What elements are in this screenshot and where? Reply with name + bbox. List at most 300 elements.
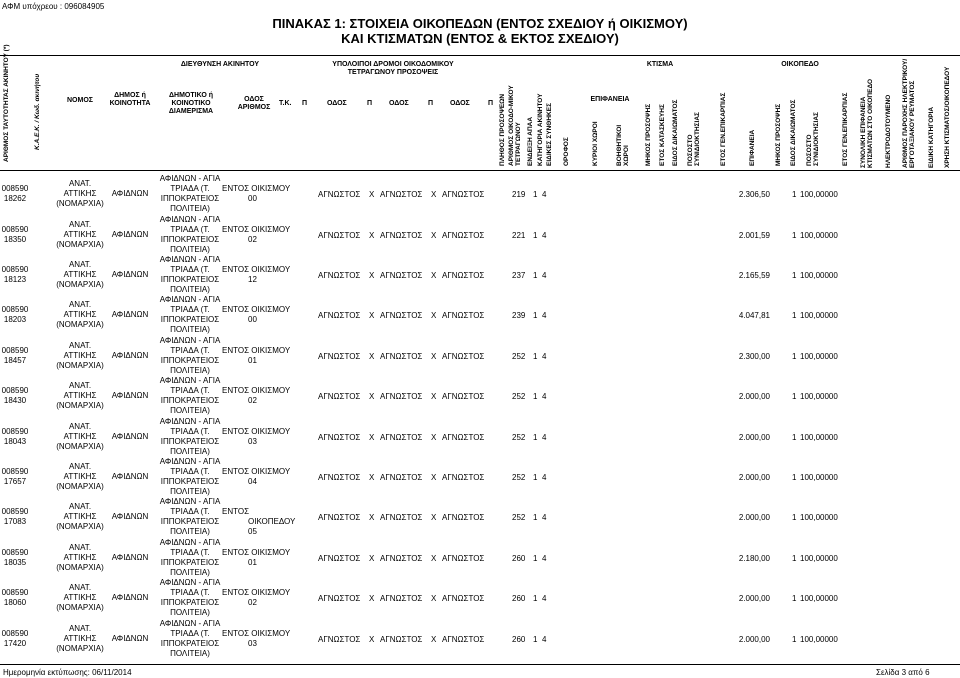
row-road-3: ΑΓΝΩΣΤΟΣ <box>442 472 485 482</box>
row-dimos: ΑΦΙΔΝΩΝ <box>111 552 149 562</box>
row-block-number: 252 <box>512 351 526 361</box>
row-nomos-line: ΑΝΑΤ. <box>68 259 92 269</box>
row-id-part-2: 17657 <box>3 476 27 486</box>
table-row <box>0 458 960 498</box>
row-diamerisma-line: ΤΡΙΑΔΑ (Τ. <box>170 467 210 476</box>
header-oikopedo-group: ΟΙΚΟΠΕΔΟ <box>781 61 819 68</box>
header-katigoria: ΚΑΤΗΓΟΡΙΑ ΑΚΙΝΗΤΟΥ <box>537 93 544 166</box>
row-id <box>0 225 30 245</box>
row-road-1: ΑΓΝΩΣΤΟΣ <box>318 634 361 644</box>
row-id-part-2: 18203 <box>3 315 27 325</box>
row-odos-line: ΕΝΤΟΣ ΟΙΚΙΣΜΟΥ <box>222 588 291 598</box>
row-diamerisma-line: ΤΡΙΑΔΑ (Τ. <box>170 184 210 194</box>
row-nomos-line: ΑΝΑΤ. <box>68 542 92 552</box>
row-road-2: ΑΓΝΩΣΤΟΣ <box>380 351 423 361</box>
row-diamerisma-line: ΤΡΙΑΔΑ (Τ. <box>170 588 210 598</box>
row-diamerisma-line: ΠΟΛΙΤΕΙΑ) <box>170 648 210 658</box>
row-road-3: ΑΓΝΩΣΤΟΣ <box>442 553 485 563</box>
header-roads-group: ΥΠΟΛΟΙΠΟΙ ΔΡΟΜΟΙ ΟΙΚΟΔΟΜΙΚΟΥ ΤΕΤΡΑΓΩΝΟΥ ΠΡΟΣΟΨΕΙΣ <box>332 61 454 76</box>
row-road-1-x: Χ <box>369 351 375 361</box>
header-p1: Π <box>302 100 308 107</box>
row-nomos-line: ΑΤΤΙΚΗΣ <box>63 269 97 279</box>
row-nomos <box>56 624 104 654</box>
row-road-1: ΑΓΝΩΣΤΟΣ <box>318 311 361 321</box>
row-id-part-2: 18457 <box>3 355 27 365</box>
row-id <box>0 427 30 447</box>
header-dimos: ΔΗΜΟΣ ή ΚΟΙΝΟΤΗΤΑ <box>109 92 151 107</box>
header-orofos: ΟΡΟΦΟΣ <box>563 137 570 166</box>
header-p3: Π <box>428 100 434 107</box>
header-etos-kat: ΕΤΟΣ ΚΑΤΑΣΚΕΥΗΣ <box>659 104 666 166</box>
row-id-part-1: 008590 <box>1 184 29 194</box>
row-nomos-line: ΑΝΑΤ. <box>68 623 92 633</box>
row-diamerisma-line: ΤΡΙΑΔΑ (Τ. <box>170 305 210 315</box>
row-special: 4 <box>542 513 547 523</box>
header-odos: ΟΔΟΣ ΑΡΙΘΜΟΣ <box>237 96 271 111</box>
row-share: 100,00000 <box>800 270 838 280</box>
row-diamerisma-line: ΑΦΙΔΝΩΝ - ΑΓΙΑ <box>159 497 221 507</box>
row-diamerisma-line: ΤΡΙΑΔΑ (Τ. <box>170 426 210 436</box>
row-diamerisma <box>156 538 224 578</box>
row-id <box>0 265 30 285</box>
table-row <box>0 539 960 579</box>
row-road-1: ΑΓΝΩΣΤΟΣ <box>318 553 361 563</box>
row-diamerisma-line: ΠΟΛΙΤΕΙΑ) <box>170 325 210 335</box>
row-diamerisma <box>156 295 224 335</box>
row-diamerisma <box>156 376 224 416</box>
row-diamerisma-line: ΑΦΙΔΝΩΝ - ΑΓΙΑ <box>159 214 221 224</box>
row-diamerisma <box>156 255 224 295</box>
row-block-number: 252 <box>512 432 526 442</box>
row-dimos: ΑΦΙΔΝΩΝ <box>111 310 149 320</box>
row-road-3: ΑΓΝΩΣΤΟΣ <box>442 513 485 523</box>
row-share: 100,00000 <box>800 553 838 563</box>
row-block-number: 260 <box>512 594 526 604</box>
table-row <box>0 498 960 538</box>
row-plot-area: 4.047,81 <box>738 311 770 321</box>
row-road-2: ΑΓΝΩΣΤΟΣ <box>380 392 423 402</box>
row-plot-area: 2.000,00 <box>738 472 770 482</box>
row-share: 100,00000 <box>800 230 838 240</box>
row-dimos: ΑΦΙΔΝΩΝ <box>111 512 149 522</box>
row-plot-area: 2.001,59 <box>738 230 770 240</box>
row-road-2: ΑΓΝΩΣΤΟΣ <box>380 432 423 442</box>
row-id-part-1: 008590 <box>1 547 29 557</box>
header-eidikes: ΕΙΔΙΚΕΣ ΣΥΝΘΗΚΕΣ <box>546 103 553 166</box>
row-diamerisma-line: ΙΠΠΟΚΡΑΤΕΙΟΣ <box>160 517 220 527</box>
row-plot-area: 2.000,00 <box>738 392 770 402</box>
row-category: 1 <box>533 472 538 482</box>
header-ilektrodotoumeno: ΗΛΕΚΤΡΟΔΟΤΟΥΜΕΝΟ <box>885 94 892 168</box>
row-category: 1 <box>533 432 538 442</box>
header-kyrioi: ΚΥΡΙΟΙ ΧΩΡΟΙ <box>592 121 599 166</box>
row-nomos-line: (ΝΟΜΑΡΧΙΑ) <box>56 481 104 491</box>
row-block-number: 252 <box>512 513 526 523</box>
row-id <box>0 305 30 325</box>
header-mikos-2: ΜΗΚΟΣ ΠΡΟΣΟΨΗΣ <box>775 103 782 166</box>
row-nomos-line: ΑΝΑΤ. <box>68 502 92 512</box>
row-odos-line: 04 <box>248 476 257 486</box>
header-top-rule <box>0 55 960 56</box>
row-road-1-x: Χ <box>369 553 375 563</box>
row-road-1: ΑΓΝΩΣΤΟΣ <box>318 513 361 523</box>
row-special: 4 <box>542 270 547 280</box>
row-odos-line: 01 <box>248 355 257 365</box>
row-odos <box>222 386 292 406</box>
row-plot-area: 2.000,00 <box>738 634 770 644</box>
row-right-type: 1 <box>792 553 797 563</box>
row-diamerisma <box>156 578 224 618</box>
row-diamerisma-line: ΠΟΛΙΤΕΙΑ) <box>170 608 210 618</box>
row-road-3: ΑΓΝΩΣΤΟΣ <box>442 230 485 240</box>
row-odos-line: 03 <box>248 638 257 648</box>
row-right-type: 1 <box>792 634 797 644</box>
row-odos-line: ΕΝΤΟΣ ΟΙΚΙΣΜΟΥ <box>222 345 291 355</box>
print-date: Ημερομηνία εκτύπωσης: 06/11/2014 <box>3 668 132 677</box>
row-nomos <box>56 341 104 371</box>
header-vohthitikoi: ΒΟΗΘΗΤΙΚΟΙ ΧΩΡΟΙ <box>616 124 630 166</box>
row-diamerisma-line: ΠΟΛΙΤΕΙΑ) <box>170 285 210 294</box>
row-right-type: 1 <box>792 432 797 442</box>
header-eidiki-katigoria: ΕΙΔΙΚΗ ΚΑΤΗΓΟΡΙΑ <box>928 106 935 168</box>
row-right-type: 1 <box>792 311 797 321</box>
row-category: 1 <box>533 553 538 563</box>
row-diamerisma-line: ΙΠΠΟΚΡΑΤΕΙΟΣ <box>160 355 220 365</box>
row-id-part-1: 008590 <box>1 588 29 598</box>
row-dimos: ΑΦΙΔΝΩΝ <box>111 471 149 481</box>
row-odos <box>222 346 292 366</box>
row-special: 4 <box>542 311 547 321</box>
row-nomos-line: (ΝΟΜΑΡΧΙΑ) <box>56 522 104 532</box>
row-odos-line: ΕΝΤΟΣ ΟΙΚΙΣΜΟΥ <box>222 224 291 234</box>
row-nomos-line: ΑΤΤΙΚΗΣ <box>63 552 97 562</box>
row-odos <box>222 507 296 537</box>
row-road-2-x: Χ <box>431 311 437 321</box>
row-id <box>0 184 30 204</box>
row-diamerisma-line: ΤΡΙΑΔΑ (Τ. <box>170 224 210 234</box>
header-odos-2: ΟΔΟΣ <box>389 100 409 107</box>
row-diamerisma-line: ΠΟΛΙΤΕΙΑ) <box>170 446 210 456</box>
row-id <box>0 467 30 487</box>
row-road-2-x: Χ <box>431 190 437 200</box>
row-block-number: 252 <box>512 392 526 402</box>
row-nomos-line: (ΝΟΜΑΡΧΙΑ) <box>56 239 104 249</box>
row-odos-line: ΟΙΚΟΠΕΔΟΥ 05 <box>248 517 296 537</box>
row-category: 1 <box>533 270 538 280</box>
row-share: 100,00000 <box>800 634 838 644</box>
row-id-part-1: 008590 <box>1 224 29 234</box>
row-nomos-line: ΑΤΤΙΚΗΣ <box>63 310 97 320</box>
title-line-2: ΚΑΙ ΚΤΙΣΜΑΤΩΝ (ΕΝΤΟΣ & ΕΚΤΟΣ ΣΧΕΔΙΟΥ) <box>341 31 619 46</box>
row-road-2-x: Χ <box>431 634 437 644</box>
row-road-2: ΑΓΝΩΣΤΟΣ <box>380 634 423 644</box>
header-address-group: ΔΙΕΥΘΥΝΣΗ ΑΚΙΝΗΤΟΥ <box>180 61 260 68</box>
row-diamerisma-line: ΠΟΛΙΤΕΙΑ) <box>170 406 210 416</box>
row-block-number: 260 <box>512 553 526 563</box>
row-right-type: 1 <box>792 270 797 280</box>
row-odos <box>222 427 292 447</box>
row-odos-line: ΕΝΤΟΣ ΟΙΚΙΣΜΟΥ <box>222 466 291 476</box>
row-nomos-line: (ΝΟΜΑΡΧΙΑ) <box>56 562 104 572</box>
row-special: 4 <box>542 553 547 563</box>
row-id-part-2: 18350 <box>3 234 27 244</box>
row-odos-line: ΕΝΤΟΣ <box>222 507 250 517</box>
row-category: 1 <box>533 190 538 200</box>
row-road-1-x: Χ <box>369 432 375 442</box>
row-road-2: ΑΓΝΩΣΤΟΣ <box>380 230 423 240</box>
row-plot-area: 2.306,50 <box>738 190 770 200</box>
row-road-1: ΑΓΝΩΣΤΟΣ <box>318 351 361 361</box>
header-etos-gen: ΕΤΟΣ ΓΕΝ.ΕΠΙΚΑΡΠΙΑΣ <box>720 92 727 166</box>
row-road-3: ΑΓΝΩΣΤΟΣ <box>442 190 485 200</box>
row-road-3: ΑΓΝΩΣΤΟΣ <box>442 432 485 442</box>
row-category: 1 <box>533 634 538 644</box>
row-nomos <box>56 543 104 573</box>
row-road-1-x: Χ <box>369 270 375 280</box>
row-diamerisma-line: ΑΦΙΔΝΩΝ - ΑΓΙΑ <box>159 174 221 184</box>
row-right-type: 1 <box>792 190 797 200</box>
row-diamerisma-line: ΑΦΙΔΝΩΝ - ΑΓΙΑ <box>159 457 221 466</box>
row-road-2: ΑΓΝΩΣΤΟΣ <box>380 594 423 604</box>
row-road-2: ΑΓΝΩΣΤΟΣ <box>380 513 423 523</box>
row-road-3: ΑΓΝΩΣΤΟΣ <box>442 311 485 321</box>
row-id <box>0 548 30 568</box>
row-road-2-x: Χ <box>431 432 437 442</box>
row-nomos-line: (ΝΟΜΑΡΧΙΑ) <box>56 603 104 613</box>
row-diamerisma-line: ΠΟΛΙΤΕΙΑ) <box>170 567 210 577</box>
page-number: Σελίδα 3 από 6 <box>876 668 930 677</box>
row-odos-line: 00 <box>248 194 257 204</box>
row-nomos <box>56 260 104 290</box>
row-nomos-line: (ΝΟΜΑΡΧΙΑ) <box>56 643 104 653</box>
row-nomos <box>56 422 104 452</box>
row-odos-line: 02 <box>248 234 257 244</box>
row-nomos <box>56 179 104 209</box>
row-right-type: 1 <box>792 472 797 482</box>
row-id-part-2: 18123 <box>3 274 27 284</box>
row-plot-area: 2.000,00 <box>738 513 770 523</box>
row-special: 4 <box>542 432 547 442</box>
header-nomos: ΝΟΜΟΣ <box>67 97 93 104</box>
row-diamerisma-line: ΤΡΙΑΔΑ (Τ. <box>170 547 210 557</box>
row-road-1: ΑΓΝΩΣΤΟΣ <box>318 190 361 200</box>
row-road-1: ΑΓΝΩΣΤΟΣ <box>318 270 361 280</box>
row-diamerisma-line: ΤΡΙΑΔΑ (Τ. <box>170 628 210 638</box>
row-road-1-x: Χ <box>369 513 375 523</box>
row-dimos: ΑΦΙΔΝΩΝ <box>111 350 149 360</box>
row-diamerisma-line: ΑΦΙΔΝΩΝ - ΑΓΙΑ <box>159 335 221 345</box>
row-nomos-line: ΑΤΤΙΚΗΣ <box>63 471 97 481</box>
header-odos-1: ΟΔΟΣ <box>327 100 347 107</box>
row-id <box>0 346 30 366</box>
row-diamerisma-line: ΙΠΠΟΚΡΑΤΕΙΟΣ <box>160 275 220 284</box>
tax-id-label: ΑΦΜ υπόχρεου : 096084905 <box>2 2 105 11</box>
row-odos-line: 12 <box>248 274 257 284</box>
row-category: 1 <box>533 392 538 402</box>
row-id-part-1: 008590 <box>1 628 29 638</box>
row-road-3: ΑΓΝΩΣΤΟΣ <box>442 594 485 604</box>
row-id-part-1: 008590 <box>1 305 29 315</box>
row-category: 1 <box>533 311 538 321</box>
row-plot-area: 2.000,00 <box>738 594 770 604</box>
row-id-part-2: 17420 <box>3 638 27 648</box>
row-road-3: ΑΓΝΩΣΤΟΣ <box>442 270 485 280</box>
row-plot-area: 2.165,59 <box>738 270 770 280</box>
row-diamerisma-line: ΠΟΛΙΤΕΙΑ) <box>170 204 210 214</box>
row-road-1-x: Χ <box>369 472 375 482</box>
row-road-2: ΑΓΝΩΣΤΟΣ <box>380 311 423 321</box>
header-xrisi: ΧΡΗΣΗ ΚΤΙΣΜΑΤΟΣ/ΟΙΚΟΠΕΔΟΥ <box>944 66 951 168</box>
row-odos <box>222 629 292 649</box>
row-share: 100,00000 <box>800 351 838 361</box>
header-odos-3: ΟΔΟΣ <box>450 100 470 107</box>
row-diamerisma-line: ΑΦΙΔΝΩΝ - ΑΓΙΑ <box>159 537 221 547</box>
header-bottom-rule <box>0 170 960 171</box>
row-special: 4 <box>542 351 547 361</box>
row-road-1-x: Χ <box>369 634 375 644</box>
row-special: 4 <box>542 594 547 604</box>
row-right-type: 1 <box>792 351 797 361</box>
header-diamerisma: ΔΗΜΟΤΙΚΟ ή ΚΟΙΝΟΤΙΚΟ ΔΙΑΜΕΡΙΣΜΑ <box>168 92 214 115</box>
header-eidos-dik: ΕΙΔΟΣ ΔΙΚΑΙΩΜΑΤΟΣ <box>672 99 679 166</box>
row-special: 4 <box>542 190 547 200</box>
row-diamerisma-line: ΑΦΙΔΝΩΝ - ΑΓΙΑ <box>159 618 221 628</box>
row-dimos: ΑΦΙΔΝΩΝ <box>111 431 149 441</box>
table-row <box>0 256 960 296</box>
row-diamerisma-line: ΙΠΠΟΚΡΑΤΕΙΟΣ <box>160 557 220 567</box>
row-road-2: ΑΓΝΩΣΤΟΣ <box>380 190 423 200</box>
row-id-part-1: 008590 <box>1 264 29 274</box>
title-line-1: ΠΙΝΑΚΑΣ 1: ΣΤΟΙΧΕΙΑ ΟΙΚΟΠΕΔΩΝ (ΕΝΤΟΣ ΣΧΕΔΙΟΥ ή ΟΙΚΙΣΜΟΥ) <box>272 16 688 31</box>
row-road-2: ΑΓΝΩΣΤΟΣ <box>380 270 423 280</box>
row-diamerisma-line: ΑΦΙΔΝΩΝ - ΑΓΙΑ <box>159 578 221 588</box>
row-dimos: ΑΦΙΔΝΩΝ <box>111 633 149 643</box>
row-diamerisma-line: ΤΡΙΑΔΑ (Τ. <box>170 386 210 396</box>
row-id-part-2: 18043 <box>3 436 27 446</box>
header-ktisma-group: ΚΤΙΣΜΑ <box>646 61 674 68</box>
row-plot-area: 2.180,00 <box>738 553 770 563</box>
table-row <box>0 337 960 377</box>
row-special: 4 <box>542 472 547 482</box>
row-block-number: 221 <box>512 230 526 240</box>
row-block-number: 237 <box>512 270 526 280</box>
row-road-1: ΑΓΝΩΣΤΟΣ <box>318 392 361 402</box>
header-pososto-2: ΠΟΣΟΣΤΟ ΣΥΝΙΔΙΟΚΤΗΣΙΑΣ <box>806 112 820 166</box>
row-nomos <box>56 381 104 411</box>
table-row <box>0 619 960 659</box>
row-nomos-line: ΑΝΑΤ. <box>68 421 92 431</box>
page-title <box>0 16 960 46</box>
row-nomos <box>56 583 104 613</box>
row-category: 1 <box>533 594 538 604</box>
row-road-2-x: Χ <box>431 513 437 523</box>
row-nomos-line: (ΝΟΜΑΡΧΙΑ) <box>56 320 104 330</box>
row-category: 1 <box>533 513 538 523</box>
row-dimos: ΑΦΙΔΝΩΝ <box>111 593 149 603</box>
row-nomos-line: ΑΝΑΤ. <box>68 461 92 471</box>
row-id-part-2: 17083 <box>3 517 27 527</box>
row-id-part-2: 18430 <box>3 396 27 406</box>
row-nomos-line: ΑΤΤΙΚΗΣ <box>63 593 97 603</box>
header-etos-gen-2: ΕΤΟΣ ΓΕΝ.ΕΠΙΚΑΡΠΙΑΣ <box>842 92 849 166</box>
row-nomos-line: (ΝΟΜΑΡΧΙΑ) <box>56 199 104 209</box>
row-right-type: 1 <box>792 230 797 240</box>
row-road-1: ΑΓΝΩΣΤΟΣ <box>318 472 361 482</box>
row-road-3: ΑΓΝΩΣΤΟΣ <box>442 392 485 402</box>
row-category: 1 <box>533 351 538 361</box>
row-nomos <box>56 462 104 492</box>
row-diamerisma-line: ΤΡΙΑΔΑ (Τ. <box>170 507 210 517</box>
row-plot-area: 2.000,00 <box>738 432 770 442</box>
row-dimos: ΑΦΙΔΝΩΝ <box>111 189 149 199</box>
row-road-3: ΑΓΝΩΣΤΟΣ <box>442 351 485 361</box>
row-odos <box>222 588 292 608</box>
row-diamerisma-line: ΑΦΙΔΝΩΝ - ΑΓΙΑ <box>159 416 221 426</box>
row-road-3: ΑΓΝΩΣΤΟΣ <box>442 634 485 644</box>
row-id <box>0 507 30 527</box>
header-pososto: ΠΟΣΟΣΤΟ ΣΥΝΙΔΙΟΚΤΗΣΙΑΣ <box>687 112 701 166</box>
row-diamerisma <box>156 457 224 497</box>
row-road-1-x: Χ <box>369 190 375 200</box>
row-block-number: 219 <box>512 190 526 200</box>
row-road-2-x: Χ <box>431 270 437 280</box>
row-share: 100,00000 <box>800 392 838 402</box>
row-diamerisma-line: ΤΡΙΑΔΑ (Τ. <box>170 265 210 274</box>
header-endeixi: ΕΝΔΕΙΞΗ ΑΠΑΑ <box>527 116 534 166</box>
row-diamerisma <box>156 174 224 214</box>
row-id-part-2: 18060 <box>3 598 27 608</box>
row-nomos-line: ΑΝΑΤ. <box>68 219 92 229</box>
row-diamerisma-line: ΑΦΙΔΝΩΝ - ΑΓΙΑ <box>159 255 221 264</box>
row-dimos: ΑΦΙΔΝΩΝ <box>111 229 149 239</box>
row-diamerisma-line: ΤΡΙΑΔΑ (Τ. <box>170 345 210 355</box>
row-plot-area: 2.300,00 <box>738 351 770 361</box>
row-odos <box>222 305 292 325</box>
row-odos-line: ΕΝΤΟΣ ΟΙΚΙΣΜΟΥ <box>222 547 291 557</box>
row-nomos-line: (ΝΟΜΑΡΧΙΑ) <box>56 441 104 451</box>
table-row <box>0 579 960 619</box>
row-nomos-line: ΑΤΤΙΚΗΣ <box>63 512 97 522</box>
row-odos-line: ΕΝΤΟΣ ΟΙΚΙΣΜΟΥ <box>222 184 291 194</box>
row-block-number: 239 <box>512 311 526 321</box>
row-id-part-2: 18035 <box>3 557 27 567</box>
row-special: 4 <box>542 634 547 644</box>
table-row <box>0 175 960 215</box>
table-row <box>0 296 960 336</box>
header-plithos: ΠΛΗΘΟΣ ΠΡΟΣΟΨΕΩΝ <box>499 93 506 166</box>
row-share: 100,00000 <box>800 513 838 523</box>
row-nomos-line: (ΝΟΜΑΡΧΙΑ) <box>56 401 104 411</box>
row-nomos-line: ΑΝΑΤ. <box>68 583 92 593</box>
row-nomos-line: ΑΤΤΙΚΗΣ <box>63 633 97 643</box>
row-id <box>0 386 30 406</box>
row-nomos-line: ΑΝΑΤ. <box>68 179 92 189</box>
header-id-number: ΑΡΙΘΜΟΣ ΤΑΥΤΟΤΗΤΑΣ ΑΚΙΝΗΤΟΥ (*) <box>3 44 10 162</box>
table-row <box>0 417 960 457</box>
row-diamerisma-line: ΙΠΠΟΚΡΑΤΕΙΟΣ <box>160 315 220 325</box>
row-nomos-line: ΑΝΑΤ. <box>68 381 92 391</box>
row-id-part-1: 008590 <box>1 345 29 355</box>
row-diamerisma-line: ΠΟΛΙΤΕΙΑ) <box>170 365 210 375</box>
row-share: 100,00000 <box>800 472 838 482</box>
row-road-2-x: Χ <box>431 351 437 361</box>
row-diamerisma-line: ΙΠΠΟΚΡΑΤΕΙΟΣ <box>160 638 220 648</box>
row-id-part-1: 008590 <box>1 426 29 436</box>
row-diamerisma-line: ΙΠΠΟΚΡΑΤΕΙΟΣ <box>160 436 220 446</box>
row-road-1: ΑΓΝΩΣΤΟΣ <box>318 594 361 604</box>
row-id <box>0 629 30 649</box>
header-synoliki: ΣΥΝΟΛΙΚΗ ΕΠΙΦΑΝΕΙΑ ΚΤΙΣΜΑΤΩΝ ΣΤΟ ΟΙΚΟΠΕΔΟ <box>860 78 874 168</box>
